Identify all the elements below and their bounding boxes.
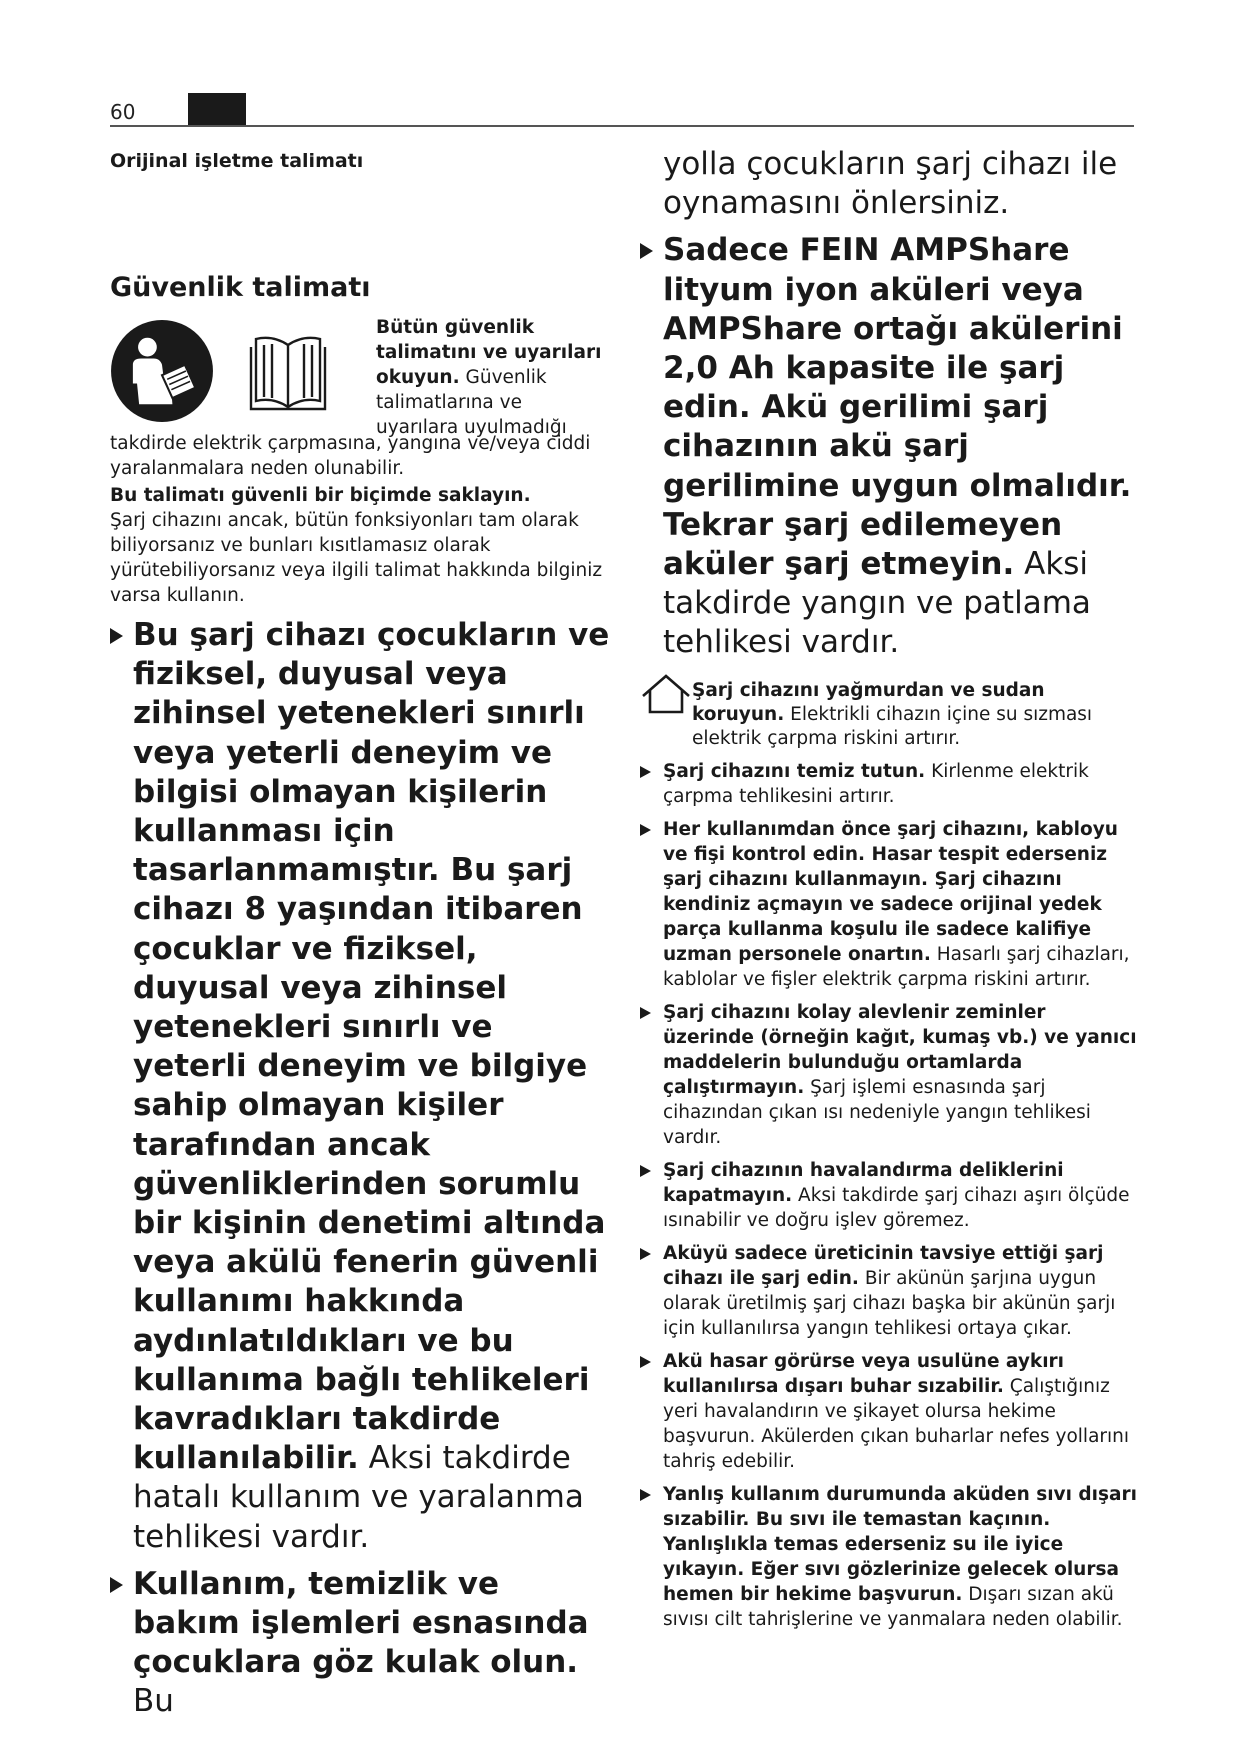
safety-item [640,1000,1140,1150]
safety-item-normal: Kirlenme elektrik çarpma tehlikesini artırır. [663,760,1089,807]
rain-protection-bold: Şarj cihazını yağmurdan ve sudan koruyun. [692,679,1045,725]
safety-item [640,1158,1140,1233]
supervision-bold: Kullanım, temizlik ve bakım işlemleri esnasında çocuklara göz kulak olun. [133,1565,589,1681]
safety-item-bold: Şarj cihazını temiz tutun. [663,760,926,782]
safety-item-bold: Akü hasar görürse veya usulüne aykırı kullanılırsa dışarı buhar sızabilir. [663,1350,1065,1397]
right-column [640,146,1140,1632]
header-rule [110,125,1134,127]
read-instructions-bold: Bütün güvenlik talimatını ve uyarıları okuyun. [376,317,602,388]
safety-item [640,1482,1140,1632]
safety-item-normal: Bir akünün şarjına uygun olarak üretilmiş şarj cihazı başka bir akünün şarjı için kullanılırsa yangın tehlikesi ortaya çıkar. [663,1267,1116,1339]
open-book-icon [245,331,331,415]
safety-item-bold: Şarj cihazının havalandırma deliklerini kapatmayın. [663,1159,1064,1206]
bullet-arrow-icon [640,1007,651,1019]
read-manual-icon [110,319,214,423]
bullet-arrow-icon [640,243,653,259]
safety-item [640,759,1140,809]
safety-item-bold: Şarj cihazını kolay alevlenir zeminler üzerinde (örneğin kağıt, kumaş vb.) ve yanıcı maddelerin bulunduğu ortamlarda çalıştırmayın. [663,1001,1137,1098]
bullet-arrow-icon [110,628,123,644]
safety-item-normal: Hasarlı şarj cihazları, kablolar ve fişler elektrik çarpma riskini artırır. [663,943,1130,990]
safety-item-bold: Yanlış kullanım durumunda aküden sıvı dışarı sızabilir. Bu sıvı ile temastan kaçının. Yanlışlıkla temas ederseniz su ile iyice yıkayın. Eğer sıvı gözlerinize gelecek olursa hemen bir hekime başvurun. [663,1483,1137,1605]
battery-charging-item [640,231,1140,662]
indoor-use-home-icon [640,673,692,715]
left-column [110,150,610,1722]
supervision-continuation: yolla çocukların şarj cihazı ile oynamasını önlersiniz. [663,146,1118,222]
bullet-arrow-icon [640,1165,651,1177]
children-warning-bold: Bu şarj cihazı çocukların ve fiziksel, duyusal veya zihinsel yetenekleri sınırlı veya yeterli deneyim ve bilgisi olmayan kişilerin kullanması için tasarlanmamıştır. Bu şarj cihazı 8 yaşından itibaren çocuklar ve fiziksel, duyusal veya zihinsel yetenekleri sınırlı ve yeterli deneyim ve bilgiye sahip olmayan kişiler tarafından ancak güvenliklerinden sorumlu bir kişinin denetimi altında veya akülü fenerin güvenli kullanımı hakkında aydınlatıldıkları ve bu kullanıma bağlı tehlikeleri kavradıkları takdirde kullanılabilir. [133,617,610,1477]
warning-text: takdirde elektrik çarpmasına, yangına ve/veya ciddi yaralanmalara neden olunabilir. [110,433,591,479]
safety-item-bold: Aküyü sadece üreticinin tavsiye ettiği şarj cihazı ile şarj edin. [663,1242,1104,1289]
icon-row [110,315,610,438]
bullet-arrow-icon [110,1577,123,1593]
bullet-arrow-icon [640,766,651,778]
read-instructions-caption [376,315,610,440]
safety-item-normal: Şarj işlemi esnasında şarj cihazından çıkan ısı nedeniyle yangın tehlikesi vardır. [663,1076,1091,1148]
children-warning-item [110,616,610,1557]
bullet-arrow-icon [640,1356,651,1368]
bullet-arrow-icon [640,1489,651,1501]
safety-item-normal: Aksi takdirde şarj cihazı aşırı ölçüde ısınabilir ve doğru işlev göremez. [663,1184,1130,1231]
children-warning-normal: Aksi takdirde hatalı kullanım ve yaralanma tehlikesi vardır. [133,1440,584,1555]
rain-protection-item [640,679,1140,751]
safety-item [640,1349,1140,1474]
rain-protection-normal: Elektrikli cihazın içine su sızması elektrik çarpma riskini artırır. [692,703,1093,749]
usage-text: Şarj cihazını ancak, bütün fonksiyonları tam olarak biliyorsanız ve bunları kısıtlamasız olarak yürütebiliyorsanız veya ilgili talimat hakkında bilginiz varsa kullanın. [110,510,603,606]
bullet-arrow-icon [640,824,651,836]
supervision-normal: Bu [133,1683,174,1720]
read-instructions-normal: Güvenlik talimatlarına ve uyarılara uyulmadığı [376,367,567,438]
safety-item [640,817,1140,992]
safety-item-normal: Çalıştığınız yeri havalandırın ve şikayet olursa hekime başvurun. Akülerden çıkan buharlar nefes yollarını tahriş edebilir. [663,1375,1130,1472]
keep-instructions: Bu talimatı güvenli bir biçimde saklayın. [110,485,531,506]
safety-item-bold: Her kullanımdan önce şarj cihazını, kabloyu ve fişi kontrol edin. Hasar tespit ederseniz şarj cihazını kullanmayın. Şarj cihazını kendiniz açmayın ve sadece orijinal yedek parça kullanma koşulu ile sadece kalifiye uzman personele onartın. [663,818,1118,965]
battery-charging-normal: Aksi takdirde yangın ve patlama tehlikesi vardır. [663,546,1091,661]
battery-charging-bold: Sadece FEIN AMPShare lityum iyon aküleri veya AMPShare ortağı akülerini 2,0 Ah kapasite ile şarj edin. Akü gerilimi şarj cihazının akü şarj gerilimine uygun olmalıdır. Tekrar şarj edilemeyen aküler şarj etmeyin. [663,232,1132,583]
bullet-arrow-icon [640,1248,651,1260]
section-heading: Güvenlik talimatı [110,272,371,303]
doc-title: Orijinal işletme talimatı [110,150,364,172]
supervision-item [110,1565,610,1722]
page-number: 60 [110,100,136,124]
safety-item [640,1241,1140,1341]
header-tab-block [188,93,246,125]
safety-item-normal: Dışarı sızan akü sıvısı cilt tahrişlerine ve yanmalara neden olabilir. [663,1583,1123,1630]
